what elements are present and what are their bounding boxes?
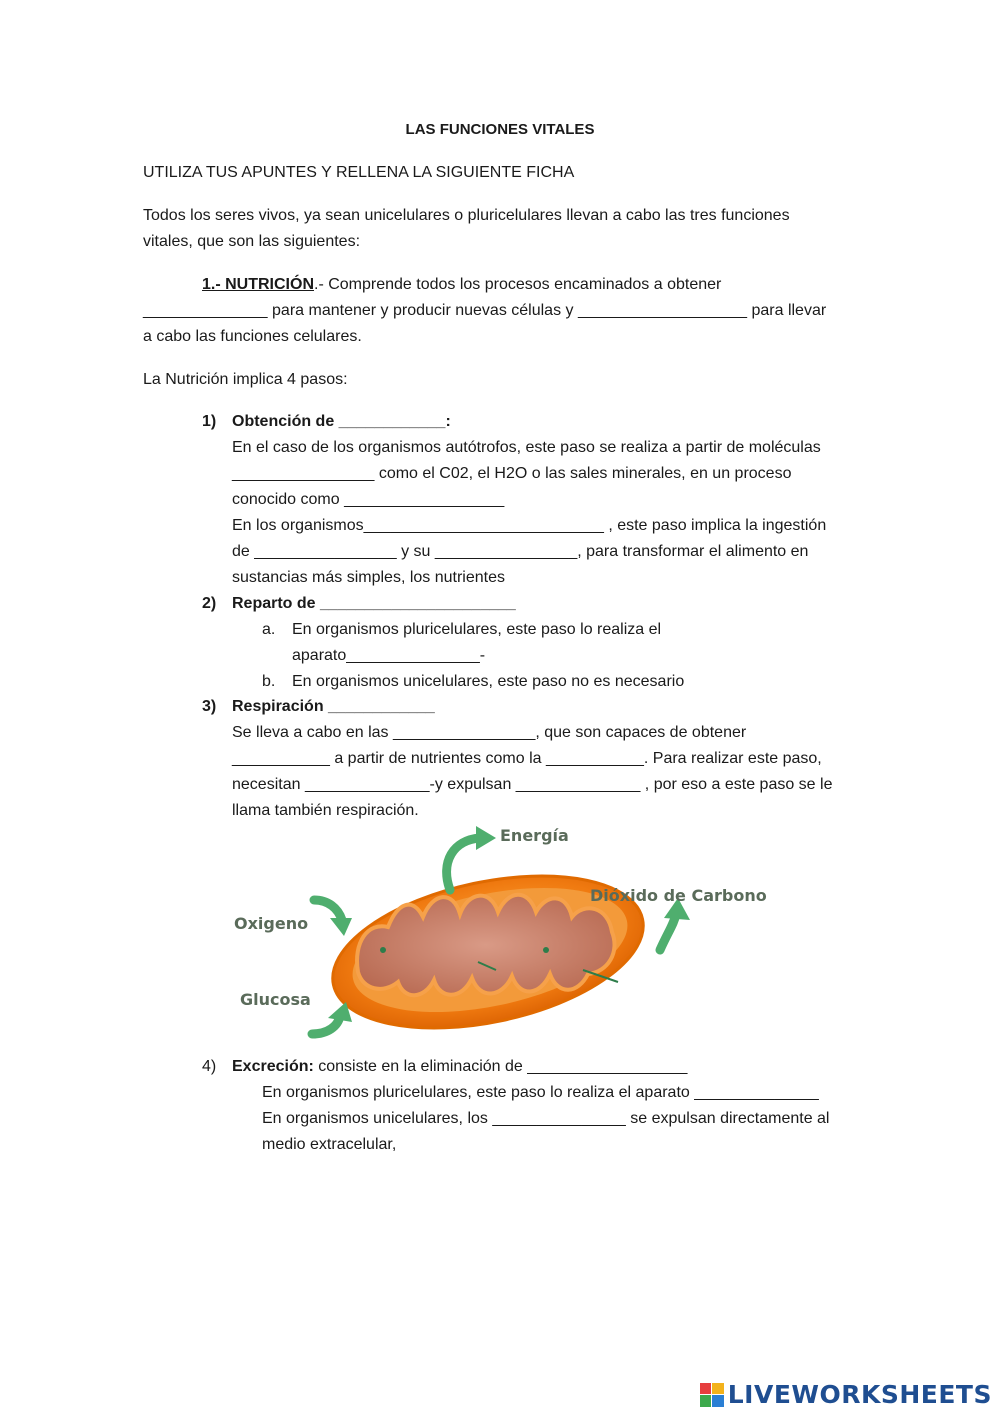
- step2-item-a-line2[interactable]: aparato_______________-: [292, 647, 486, 664]
- liveworksheets-logo: [700, 1380, 992, 1409]
- instructions: UTILIZA TUS APUNTES Y RELLENA LA SIGUIENTE FICHA: [143, 164, 575, 181]
- step4-heading-rest: consiste en la eliminación de __________________: [313, 1058, 688, 1075]
- step1-line[interactable]: de ________________ y su ________________, para transformar el alimento en: [232, 543, 809, 560]
- nutricion-heading: 1.- NUTRICIÓN: [202, 276, 314, 293]
- energy-arrow-head: [476, 826, 496, 850]
- nutricion-line-1: [202, 272, 721, 298]
- step3-heading[interactable]: Respiración ____________: [232, 698, 435, 715]
- step3-line[interactable]: ___________ a partir de nutrientes como la ___________. Para realizar este paso,: [232, 750, 822, 767]
- intro-line-1: Todos los seres vivos, ya sean unicelulares o pluricelulares llevan a cabo las tres funciones: [143, 207, 790, 224]
- pasos-intro: La Nutrición implica 4 pasos:: [143, 371, 348, 388]
- label-energia: Energía: [500, 826, 569, 845]
- step4-line: medio extracelular,: [262, 1136, 397, 1153]
- nutricion-line-2[interactable]: ______________ para mantener y producir nuevas células y ___________________ para llevar: [143, 302, 827, 319]
- step1-heading[interactable]: Obtención de ____________:: [232, 413, 451, 430]
- oxygen-arrow-head: [330, 918, 352, 936]
- page-title: LAS FUNCIONES VITALES: [405, 121, 595, 138]
- step1-line: sustancias más simples, los nutrientes: [232, 569, 505, 586]
- label-glucosa: Glucosa: [240, 990, 311, 1009]
- nutricion-line-3: a cabo las funciones celulares.: [143, 328, 362, 345]
- step1-number: 1): [202, 413, 217, 430]
- step3-line[interactable]: Se lleva a cabo en las ________________, que son capaces de obtener: [232, 724, 747, 741]
- step1-line: En el caso de los organismos autótrofos, este paso se realiza a partir de moléculas: [232, 439, 821, 456]
- step2-item-a-letter: a.: [262, 621, 276, 638]
- mitochondria-illustration: [228, 822, 768, 1047]
- step2-item-a-line1: En organismos pluricelulares, este paso lo realiza el: [292, 621, 662, 638]
- logo-icon: [700, 1383, 724, 1407]
- mitochondria-diagram: [228, 822, 768, 1047]
- step2-item-b-letter: b.: [262, 673, 276, 690]
- step3-number: 3): [202, 698, 217, 715]
- label-oxigeno: Oxigeno: [234, 914, 309, 933]
- oxygen-arrow: [314, 900, 342, 920]
- inner-dot: [543, 947, 549, 953]
- step4-line[interactable]: En organismos pluricelulares, este paso lo realiza el aparato ______________: [262, 1084, 819, 1101]
- step2-number: 2): [202, 595, 217, 612]
- step1-line[interactable]: En los organismos___________________________ , este paso implica la ingestión: [232, 517, 827, 534]
- logo-text: LIVEWORKSHEETS: [727, 1380, 992, 1409]
- step1-line[interactable]: conocido como __________________: [232, 491, 505, 508]
- nutricion-line-1-rest: .- Comprende todos los procesos encaminados a obtener: [314, 276, 722, 293]
- step2-item-b-line1: En organismos unicelulares, este paso no es necesario: [292, 673, 685, 690]
- intro-line-2: vitales, que son las siguientes:: [143, 233, 361, 250]
- step3-line: llama también respiración.: [232, 802, 419, 819]
- step4-number: 4): [202, 1058, 217, 1075]
- label-dioxido: Dióxido de Carbono: [590, 886, 767, 905]
- step2-heading[interactable]: Reparto de ______________________: [232, 595, 516, 612]
- inner-dot: [380, 947, 386, 953]
- step3-line[interactable]: necesitan ______________-y expulsan ______________ , por eso a este paso se le: [232, 776, 833, 793]
- step1-line[interactable]: ________________ como el C02, el H2O o las sales minerales, en un proceso: [232, 465, 792, 482]
- step4-heading-line[interactable]: [232, 1054, 687, 1080]
- co2-arrow: [660, 914, 676, 950]
- step4-line[interactable]: En organismos unicelulares, los _______________ se expulsan directamente al: [262, 1110, 830, 1127]
- step4-heading: Excreción:: [232, 1058, 314, 1075]
